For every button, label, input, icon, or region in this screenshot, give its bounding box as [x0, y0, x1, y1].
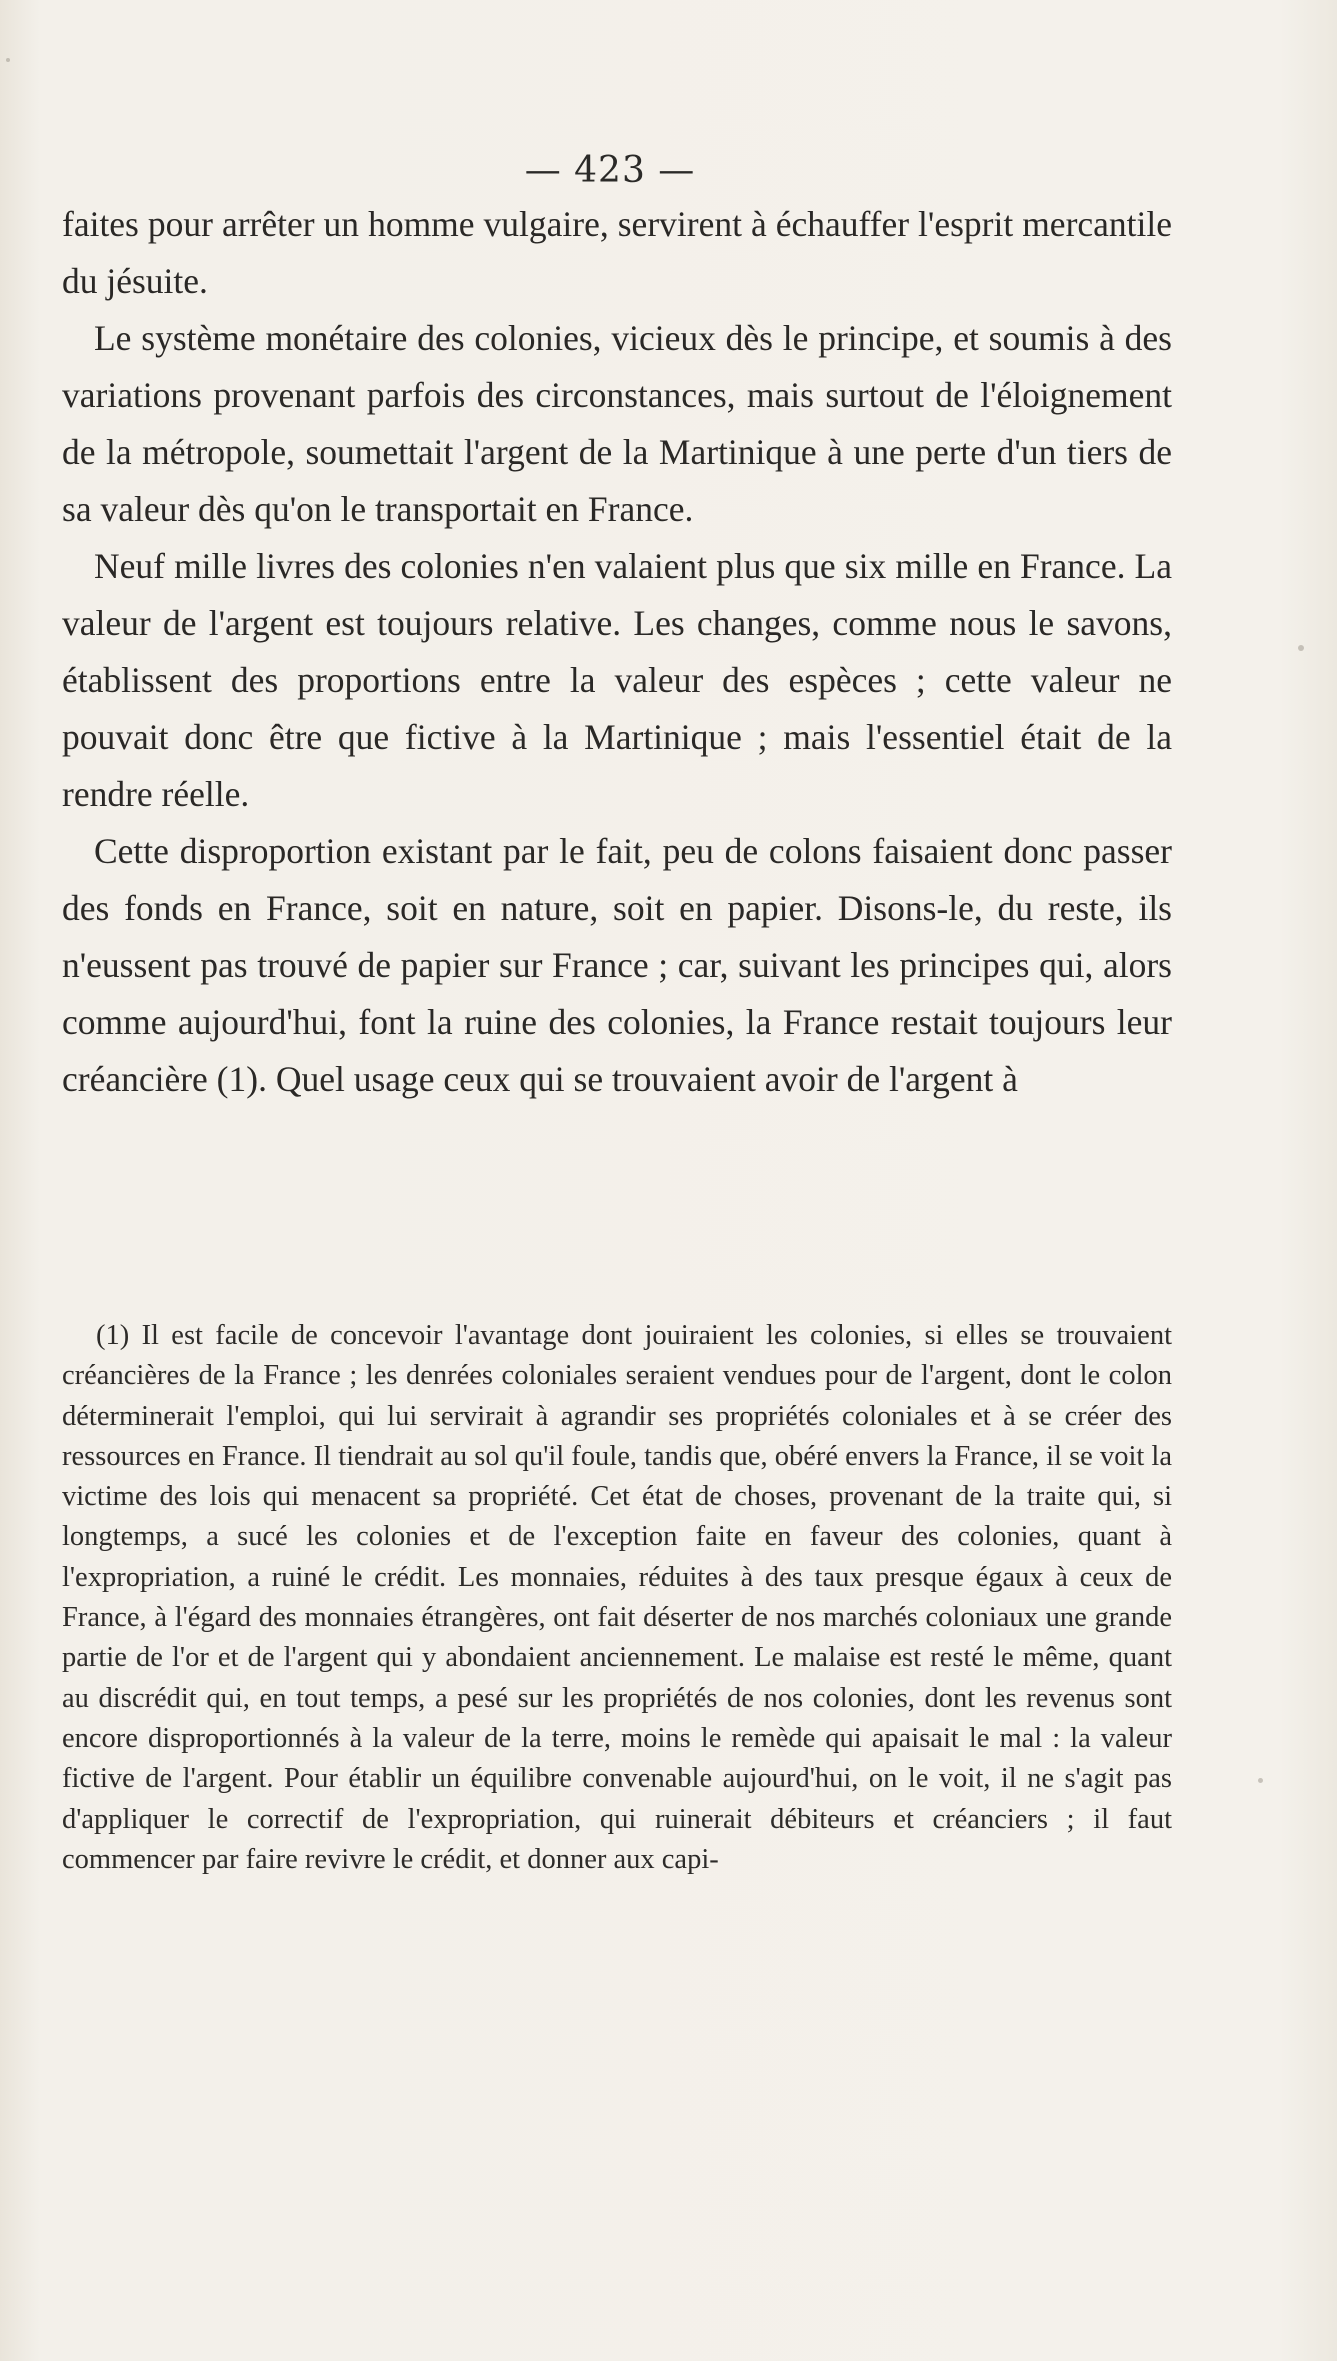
main-text: [62, 196, 1172, 1108]
page-number: — 423 —: [524, 150, 696, 191]
paragraph: Cette disproportion existant par le fait, peu de colons faisaient donc passer des fonds en France, soit en nature, soit en papier. Disons-le, du reste, ils n'eussent pas trouvé de papier sur France ; car, suivant les principes qui, alors comme aujourd'hui, font la ruine des colonies, la France restait toujours leur créancière (1). Quel usage ceux qui se trouvaient avoir de l'argent à: [62, 831, 1172, 1099]
footnote: [62, 1316, 1172, 1880]
paragraph: Neuf mille livres des colonies n'en valaient plus que six mille en France. La valeur de l'argent est toujours relative. Les changes, comme nous le savons, établissent des proportions entre la valeur des espèces ; cette valeur ne pouvait donc être que fictive à la Martinique ; mais l'essentiel était de la rendre réelle.: [62, 546, 1172, 814]
paragraph: Le système monétaire des colonies, vicieux dès le principe, et soumis à des variations provenant parfois des circonstances, mais surtout de l'éloignement de la métropole, soumettait l'argent de la Martinique à une perte d'un tiers de sa valeur dès qu'on le transportait en France.: [62, 318, 1172, 529]
footnote-text: (1) Il est facile de concevoir l'avantage dont jouiraient les colonies, si elles se trouvaient créancières de la France ; les denrées coloniales seraient vendues pour de l'argent, dont le colon déterminerait l'emploi, qui lui servirait à agrandir ses propriétés coloniales et à se créer des ressources en France. Il tiendrait au sol qu'il foule, tandis que, obéré envers la France, il se voit la victime des lois qui menacent sa propriété. Cet état de choses, provenant de la traite qui, si longtemps, a sucé les colonies et de l'exception faite en faveur des colonies, quant à l'expropriation, a ruiné le crédit. Les monnaies, réduites à des taux presque égaux à ceux de France, à l'égard des monnaies étrangères, ont fait déserter de nos marchés coloniaux une grande partie de l'or et de l'argent qui y abondaient anciennement. Le malaise est resté le même, quant au discrédit qui, en tout temps, a pesé sur les propriétés de nos colonies, dont les revenus sont encore disproportionnés à la valeur de la terre, moins le remède qui apaisait le mal : la valeur fictive de l'argent. Pour établir un équilibre convenable aujourd'hui, on le voit, il ne s'agit pas d'appliquer le correctif de l'expropriation, qui ruinerait débiteurs et créanciers ; il faut commencer par faire revivre le crédit, et donner aux capi-: [62, 1320, 1172, 1875]
paper-speck: [6, 58, 10, 62]
paragraph: faites pour arrêter un homme vulgaire, servirent à échauffer l'esprit mercantile du jésuite.: [62, 204, 1172, 301]
paper-speck: [1298, 645, 1304, 651]
paper-speck: [1258, 1778, 1263, 1783]
